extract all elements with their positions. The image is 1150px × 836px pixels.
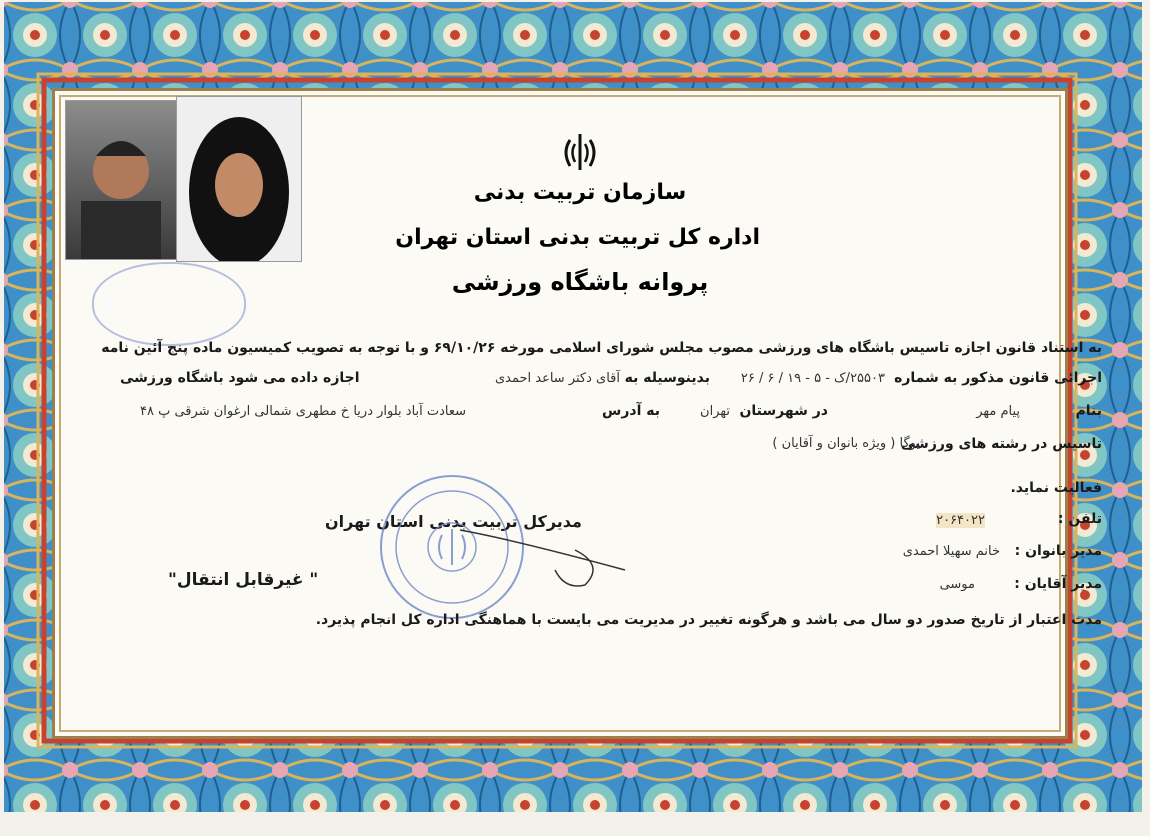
phone-label: تلفن :	[1057, 511, 1102, 527]
non-transferable-note: " غیرقابل انتقال"	[168, 570, 319, 590]
license-holder: آقای دکتر ساعد احمدی	[494, 371, 620, 386]
certificate-title: پروانه باشگاه ورزشی	[451, 268, 709, 296]
men-manager-label: مدیر آقایان :	[1014, 576, 1102, 592]
photo-woman	[176, 96, 302, 262]
organization-title: سازمان تربیت بدنی	[473, 180, 687, 205]
paragraph-line1: به استناد قانون اجازه تاسیس باشگاه های ورزشی مصوب مجلس شورای اسلامی مورخه ۶۹/۱۰/۲۶ و با توجه به تصویب کمیسیون ماده پنج آئین نامه	[101, 340, 1102, 356]
stamp-top	[92, 262, 246, 346]
address-value: سعادت آباد بلوار دریا خ مطهری شمالی ارغوان شرقی پ ۴۸	[140, 404, 467, 419]
photo-man	[65, 100, 177, 260]
license-number: ۲۵۵۰۳/ک - ۵ - ۱۹ / ۶ / ۲۶	[740, 371, 885, 386]
line2-prefix: اجرائی قانون مذکور به شماره	[894, 370, 1102, 386]
city-value: تهران	[700, 404, 730, 419]
sports-label: تاسیس در رشته های ورزشی	[900, 436, 1102, 452]
women-manager-value: خانم سهیلا احمدی	[902, 544, 1000, 559]
sports-value: یوگا ( ویژه بانوان و آقایان )	[772, 436, 920, 451]
activity-text: فعالیت نماید.	[1010, 480, 1102, 496]
signature	[455, 510, 635, 590]
line2-via: بدینوسیله به	[624, 370, 710, 386]
phone-value: ۲۰۶۴۰۲۲	[936, 513, 985, 528]
signatory-title: مدیرکل تربیت بدنی استان تهران	[325, 512, 582, 531]
city-label: در شهرستان	[739, 403, 828, 419]
department-title: اداره کل تربیت بدنی استان تهران	[395, 225, 760, 250]
validity-text: مدت اعتبار از تاریخ صدور دو سال می باشد و هرگونه تغییر در مدیریت می بایست با هماهنگی اداره کل انجام پذیرد.	[315, 612, 1102, 628]
club-name-value: پیام مهر	[976, 404, 1020, 419]
iran-emblem-icon	[558, 130, 602, 178]
line2-suffix: اجازه داده می شود باشگاه ورزشی	[120, 370, 360, 386]
address-label: به آدرس	[602, 403, 660, 419]
women-manager-label: مدیر بانوان :	[1014, 543, 1102, 559]
men-manager-value: موسی	[939, 577, 975, 592]
club-name-label: بنام	[1075, 403, 1102, 419]
